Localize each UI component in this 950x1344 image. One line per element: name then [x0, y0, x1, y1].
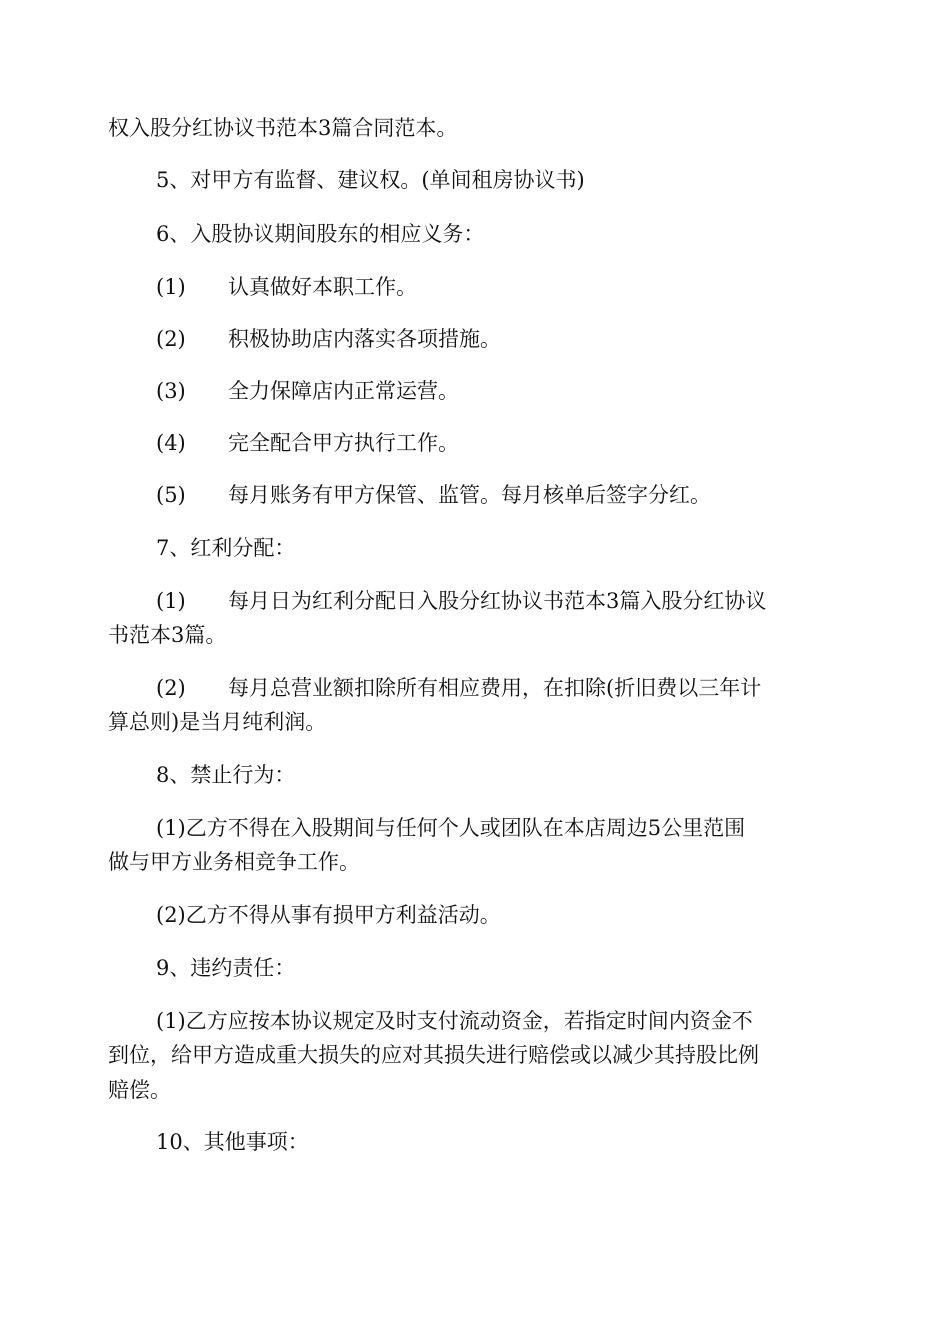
clause-7-item-2: [156, 673, 846, 704]
item-number: (4): [156, 431, 186, 455]
item-text: 每月总营业额扣除所有相应费用，在扣除(折旧费以三年计: [228, 676, 762, 700]
item-number: (5): [156, 483, 186, 507]
clause-6-item-4: [156, 428, 846, 459]
item-number: (3): [156, 379, 186, 403]
item-number: (1): [156, 275, 186, 299]
clause-7-item-1-continuation: 书范本3篇。: [108, 623, 227, 647]
clause-6-item-2: [156, 324, 846, 355]
item-number: (1): [156, 589, 186, 613]
paragraph-continuation: 权入股分红协议书范本3篇合同范本。: [108, 116, 458, 140]
clause-9-item-1-continuation-1: 到位，给甲方造成重大损失的应对其损失进行赔偿或以减少其持股比例: [108, 1043, 759, 1067]
item-text: 完全配合甲方执行工作。: [228, 431, 459, 455]
clause-7-heading: 7、红利分配：: [156, 536, 296, 560]
clause-6-item-1: [156, 272, 846, 303]
clause-6-item-3: [156, 376, 846, 407]
item-text: 每月账务有甲方保管、监管。每月核单后签字分红。: [228, 483, 711, 507]
clause-8-item-1: (1)乙方不得在入股期间与任何个人或团队在本店周边5公里范围: [156, 816, 746, 840]
clause-9-heading: 9、违约责任：: [156, 956, 296, 980]
clause-8-item-1-continuation: 做与甲方业务相竞争工作。: [108, 850, 360, 874]
clause-7-item-2-continuation: 算总则)是当月纯利润。: [108, 710, 327, 734]
item-text: 全力保障店内正常运营。: [228, 379, 459, 403]
clause-5: 5、对甲方有监督、建议权。(单间租房协议书): [156, 168, 585, 192]
clause-8-item-2: (2)乙方不得从事有损甲方利益活动。: [156, 903, 501, 927]
clause-9-item-1-continuation-2: 赔偿。: [108, 1078, 171, 1102]
item-text: 认真做好本职工作。: [228, 275, 417, 299]
item-text: 每月日为红利分配日入股分红协议书范本3篇入股分红协议: [228, 589, 767, 613]
clause-6-heading: 6、入股协议期间股东的相应义务：: [156, 222, 485, 246]
clause-7-item-1: [156, 586, 846, 617]
item-number: (2): [156, 327, 186, 351]
clause-8-heading: 8、禁止行为：: [156, 763, 296, 787]
clause-10-heading: 10、其他事项：: [156, 1130, 309, 1154]
item-number: (2): [156, 676, 186, 700]
clause-9-item-1: (1)乙方应按本协议规定及时支付流动资金，若指定时间内资金不: [156, 1009, 753, 1033]
item-text: 积极协助店内落实各项措施。: [228, 327, 501, 351]
clause-6-item-5: [156, 480, 846, 511]
